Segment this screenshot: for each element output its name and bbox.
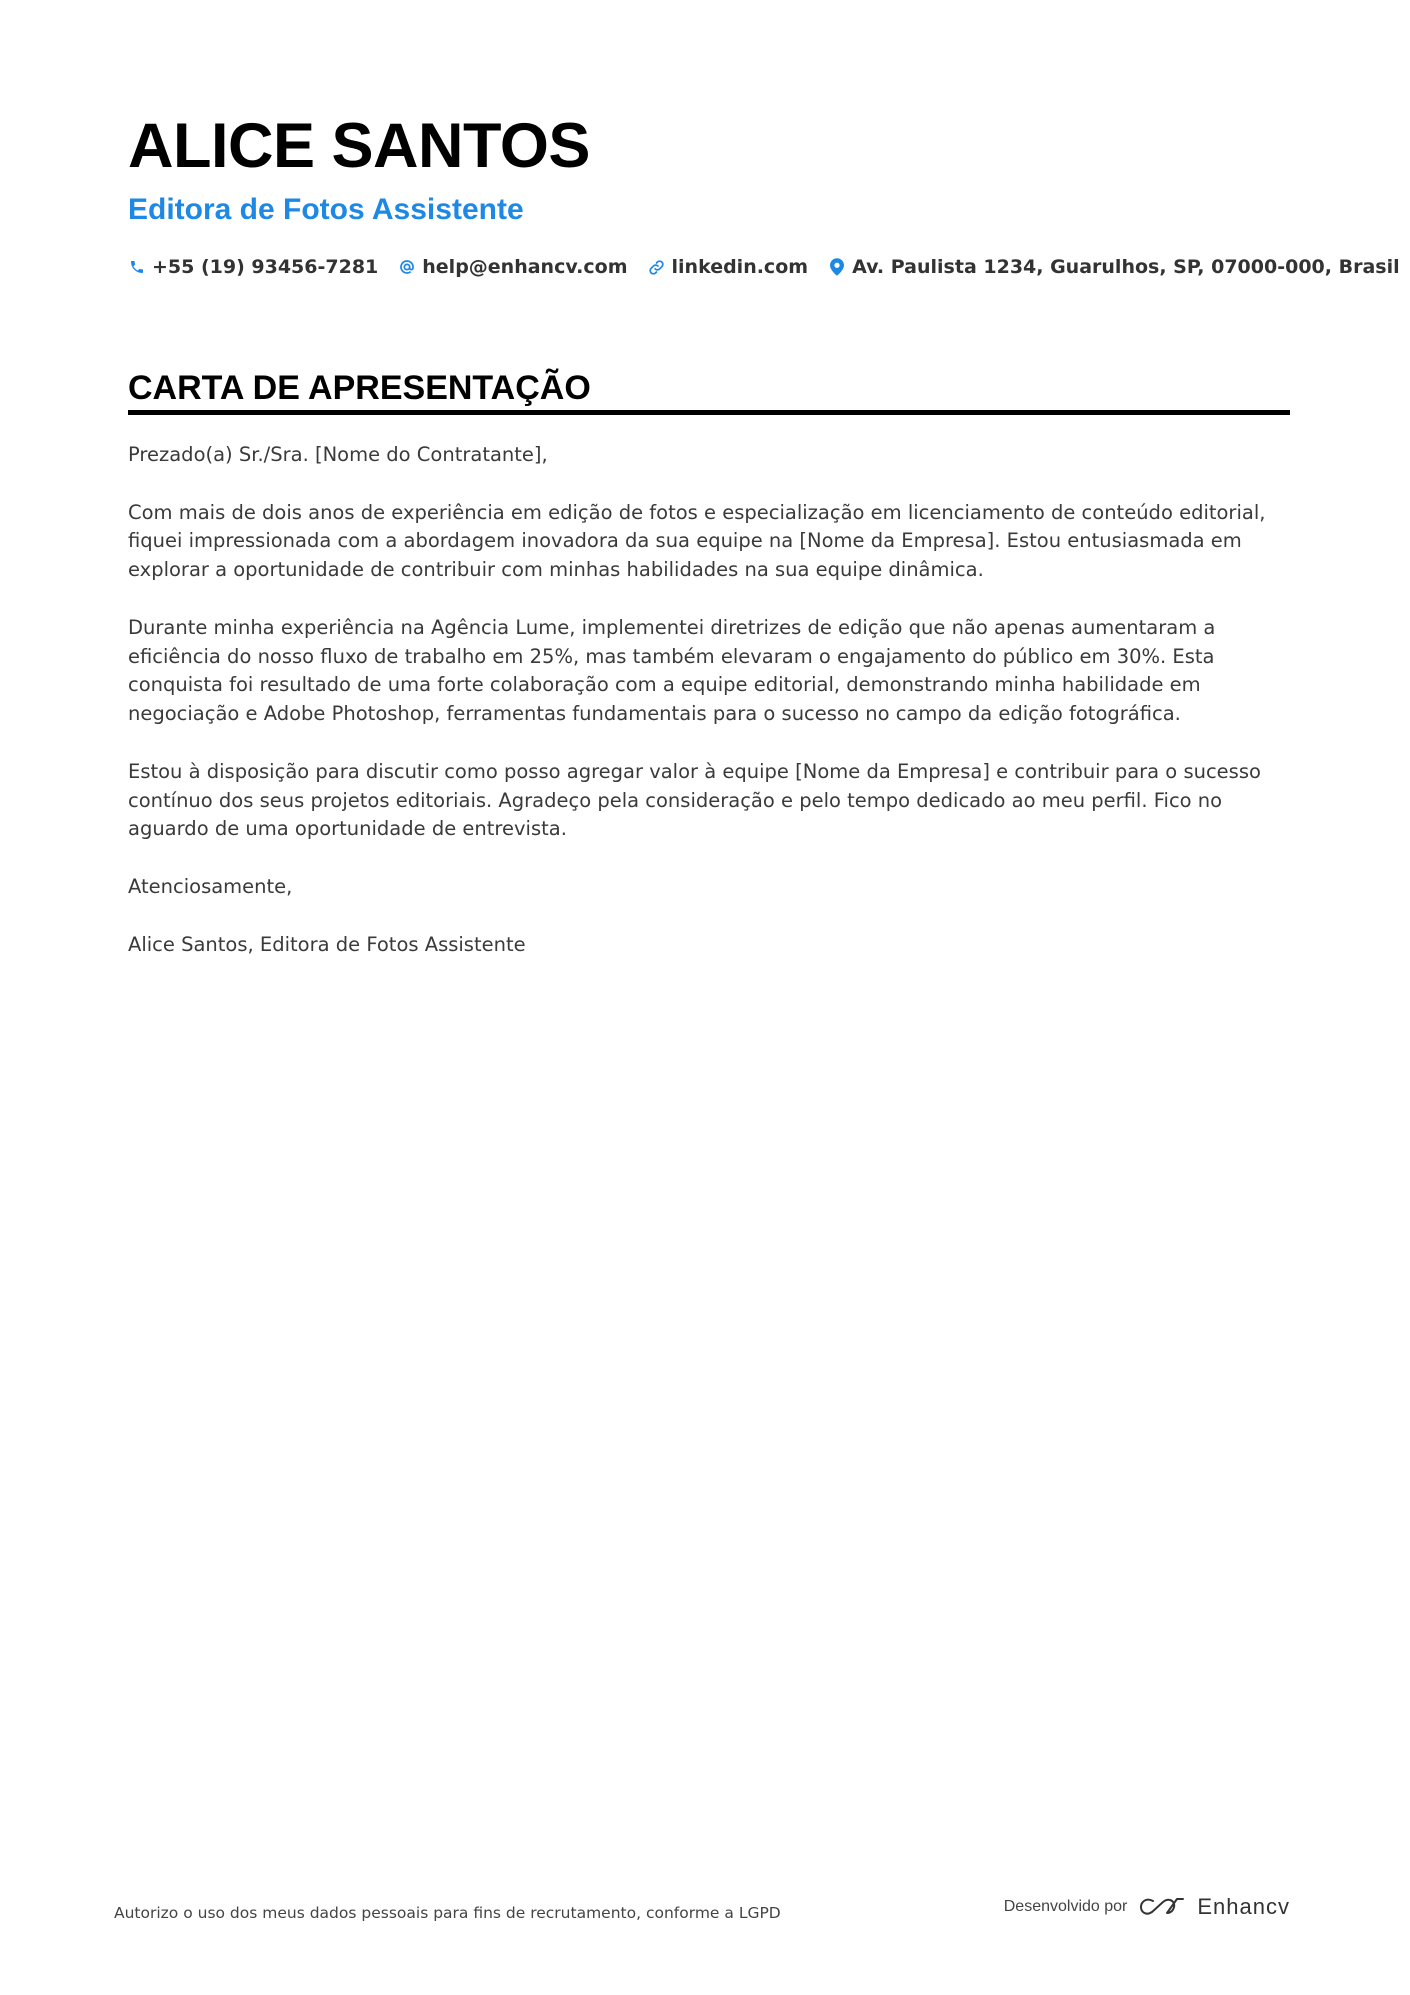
contact-phone (128, 254, 378, 280)
link-icon (648, 257, 666, 277)
section-title: CARTA DE APRESENTAÇÃO (128, 369, 591, 407)
letter-body (128, 441, 1290, 988)
letter-paragraph: Estou à disposição para discutir como posso agregar valor à equipe [Nome da Empresa] e contribuir para o sucesso contínuo dos seus projetos editoriais. Agradeço pela consideração e pelo tempo dedicado ao meu perfil. Fico no aguardo de uma oportunidade de entrevista. (128, 759, 1261, 841)
candidate-name: ALICE SANTOS (128, 111, 590, 181)
salutation: Prezado(a) Sr./Sra. [Nome do Contratante], (128, 443, 548, 466)
job-title: Editora de Fotos Assistente (128, 193, 524, 226)
contact-email-text[interactable]: help@enhancv.com (422, 256, 628, 278)
letter-paragraph: Com mais de dois anos de experiência em edição de fotos e especialização em licenciamento de conteúdo editorial, fiquei impressionada com a abordagem inovadora da sua equipe na [Nome da Empresa]. Estou entusiasmada em explorar a oportunidade de contribuir com minhas habilidades na sua equipe dinâmica. (128, 500, 1266, 582)
contact-email[interactable] (398, 254, 627, 280)
enhancv-logo-icon (1139, 1895, 1185, 1919)
footer (0, 1892, 1410, 1932)
contact-address-text: Av. Paulista 1234, Guarulhos, SP, 07000-000, Brasil (852, 256, 1400, 278)
location-pin-icon (828, 257, 846, 277)
contact-bar (128, 254, 1400, 280)
signature: Alice Santos, Editora de Fotos Assistente (128, 932, 526, 956)
powered-by[interactable] (1004, 1894, 1290, 1920)
letter-paragraph: Durante minha experiência na Agência Lume, implementei diretrizes de edição que não apenas aumentaram a eficiência do nosso fluxo de trabalho em 25%, mas também elevaram o engajamento do público em 30%. Esta conquista foi resultado de uma forte colaboração com a equipe editorial, demonstrando minha habilidade em negociação e Adobe Photoshop, ferramentas fundamentais para o sucesso no campo da edição fotográfica. (128, 615, 1216, 726)
contact-linkedin-text[interactable]: linkedin.com (671, 256, 809, 278)
contact-address (828, 254, 1400, 280)
phone-icon (128, 257, 146, 277)
closing: Atenciosamente, (128, 874, 293, 898)
brand-name: Enhancv (1197, 1894, 1290, 1919)
contact-phone-text: +55 (19) 93456-7281 (152, 256, 379, 278)
at-icon (398, 257, 416, 277)
powered-by-label: Desenvolvido por (1003, 1898, 1128, 1915)
contact-linkedin[interactable] (648, 254, 809, 280)
lgpd-consent: Autorizo o uso dos meus dados pessoais para fins de recrutamento, conforme a LGPD (114, 1904, 781, 1922)
section-divider (128, 410, 1290, 415)
